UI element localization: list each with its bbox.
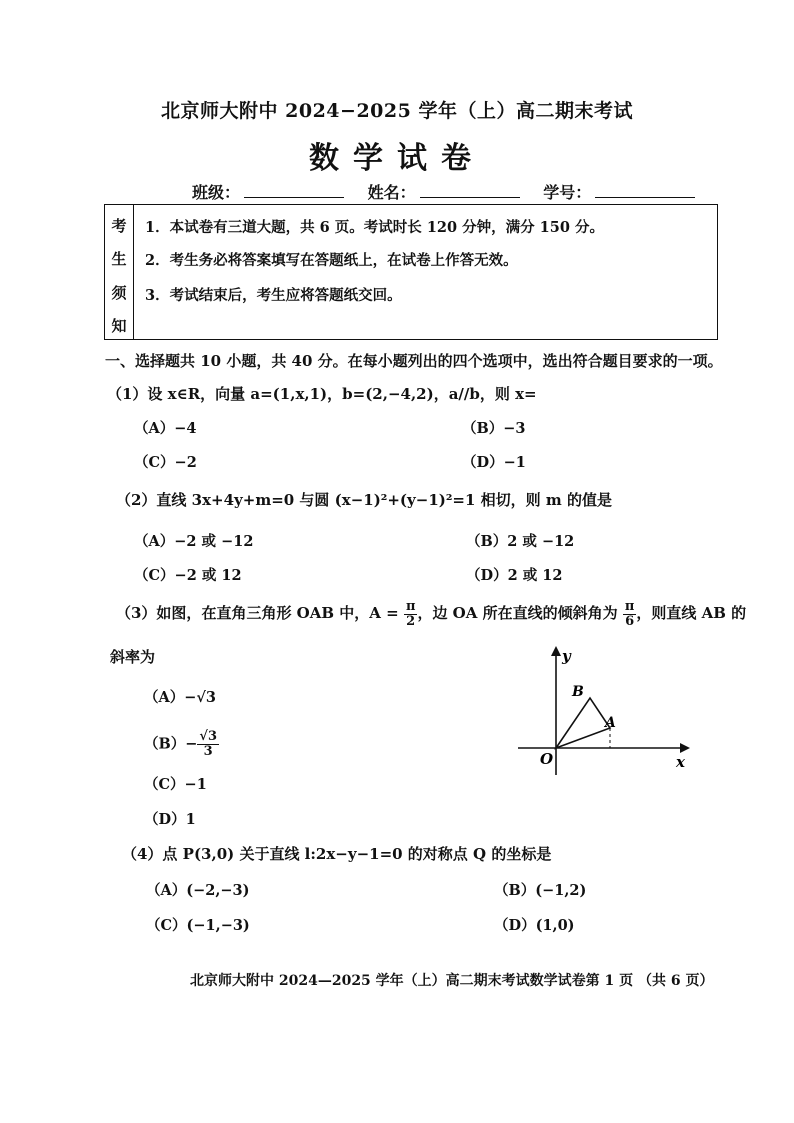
notice-item: 1．本试卷有三道大题，共 6 页。考试时长 120 分钟，满分 150 分。 — [145, 219, 604, 236]
q3-stem-part-a: （3）如图，在直角三角形 OAB 中，A = — [116, 604, 399, 622]
q3-option-c: （C）−1 — [144, 776, 207, 793]
class-label: 班级： — [192, 183, 241, 202]
q3-stem-continued: 斜率为 — [110, 648, 156, 666]
q4-option-a: （A）(−2,−3) — [146, 882, 250, 899]
id-blank — [595, 183, 695, 198]
name-blank — [420, 183, 520, 198]
q3-option-b-fraction — [197, 730, 219, 759]
section-heading: 一、选择题共 10 小题，共 40 分。在每小题列出的四个选项中，选出符合题目要求的一项。 — [105, 352, 723, 370]
q3-stem-part-b: ，边 OA 所在直线的倾斜角为 — [417, 604, 618, 622]
student-info-fields — [192, 180, 713, 203]
notice-side-label — [105, 205, 134, 339]
candidate-notice-box — [104, 204, 718, 340]
notice-side-char: 考 — [111, 217, 127, 235]
notice-side-char: 知 — [111, 317, 127, 335]
question-4-stem: （4）点 P(3,0) 关于直线 l:2x−y−1=0 的对称点 Q 的坐标是 — [122, 845, 552, 863]
q3-frac-num: π — [405, 598, 416, 614]
notice-side-char: 须 — [111, 284, 127, 302]
q3-option-d: （D）1 — [144, 811, 196, 828]
notice-item: 3．考试结束后，考生应将答题纸交回。 — [145, 287, 402, 304]
q1-option-d: （D）−1 — [462, 454, 526, 471]
q2-option-c: （C）−2 或 12 — [134, 567, 242, 584]
q1-option-a: （A）−4 — [134, 420, 197, 437]
question-2-stem: （2）直线 3x+4y+m=0 与圆 (x−1)²+(y−1)²=1 相切，则 m 的值是 — [116, 491, 612, 509]
y-axis-label: y — [562, 647, 571, 665]
exam-subject-title: 数学试卷 — [309, 141, 485, 176]
notice-side-char: 生 — [111, 250, 127, 268]
q3-option-a: （A）−√3 — [144, 689, 217, 706]
q1-option-c: （C）−2 — [134, 454, 197, 471]
name-label: 姓名： — [367, 183, 416, 202]
exam-header-title: 北京师大附中 2024−2025 学年（上）高二期末考试 — [161, 100, 633, 122]
vertex-a-label: A — [605, 715, 616, 731]
notice-item: 2．考生务必将答案填写在答题纸上，在试卷上作答无效。 — [145, 252, 518, 269]
q2-option-a: （A）−2 或 −12 — [134, 533, 254, 550]
question-3-stem — [116, 596, 746, 630]
q4-option-b: （B）(−1,2) — [494, 882, 587, 899]
q4-option-c: （C）(−1,−3) — [146, 917, 250, 934]
q3-fraction-pi-over-2 — [404, 600, 418, 629]
q3-option-b — [144, 730, 219, 759]
y-axis-arrow — [551, 646, 561, 656]
x-axis-label: x — [676, 753, 685, 771]
q3-option-b-den: 3 — [203, 744, 213, 759]
question-1-stem: （1）设 x∈R，向量 a=(1,x,1)，b=(2,−4,2)，a//b，则 x= — [107, 385, 537, 403]
q3-fraction-pi-over-6 — [623, 600, 637, 629]
q3-frac-num: π — [624, 598, 635, 614]
q3-frac-den: 2 — [406, 613, 416, 629]
page-footer: 北京师大附中 2024—2025 学年（上）高二期末考试数学试卷第 1 页 （共 6 页） — [190, 973, 714, 989]
triangle-oab — [556, 698, 610, 748]
q4-option-d: （D）(1,0) — [494, 917, 575, 934]
q3-frac-den: 6 — [625, 613, 635, 629]
q3-stem-part-c: ，则直线 AB 的 — [636, 604, 747, 622]
q1-option-b: （B）−3 — [462, 420, 526, 437]
q3-option-b-prefix: （B）− — [144, 735, 198, 753]
triangle-oab-figure — [510, 640, 700, 780]
q2-option-d: （D）2 或 12 — [466, 567, 563, 584]
q2-option-b: （B）2 或 −12 — [466, 533, 575, 550]
origin-label: O — [540, 750, 554, 768]
class-blank — [244, 183, 344, 198]
q3-option-b-num: √3 — [199, 729, 217, 744]
vertex-b-label: B — [572, 684, 584, 700]
id-label: 学号： — [543, 183, 592, 202]
x-axis-arrow — [680, 743, 690, 753]
